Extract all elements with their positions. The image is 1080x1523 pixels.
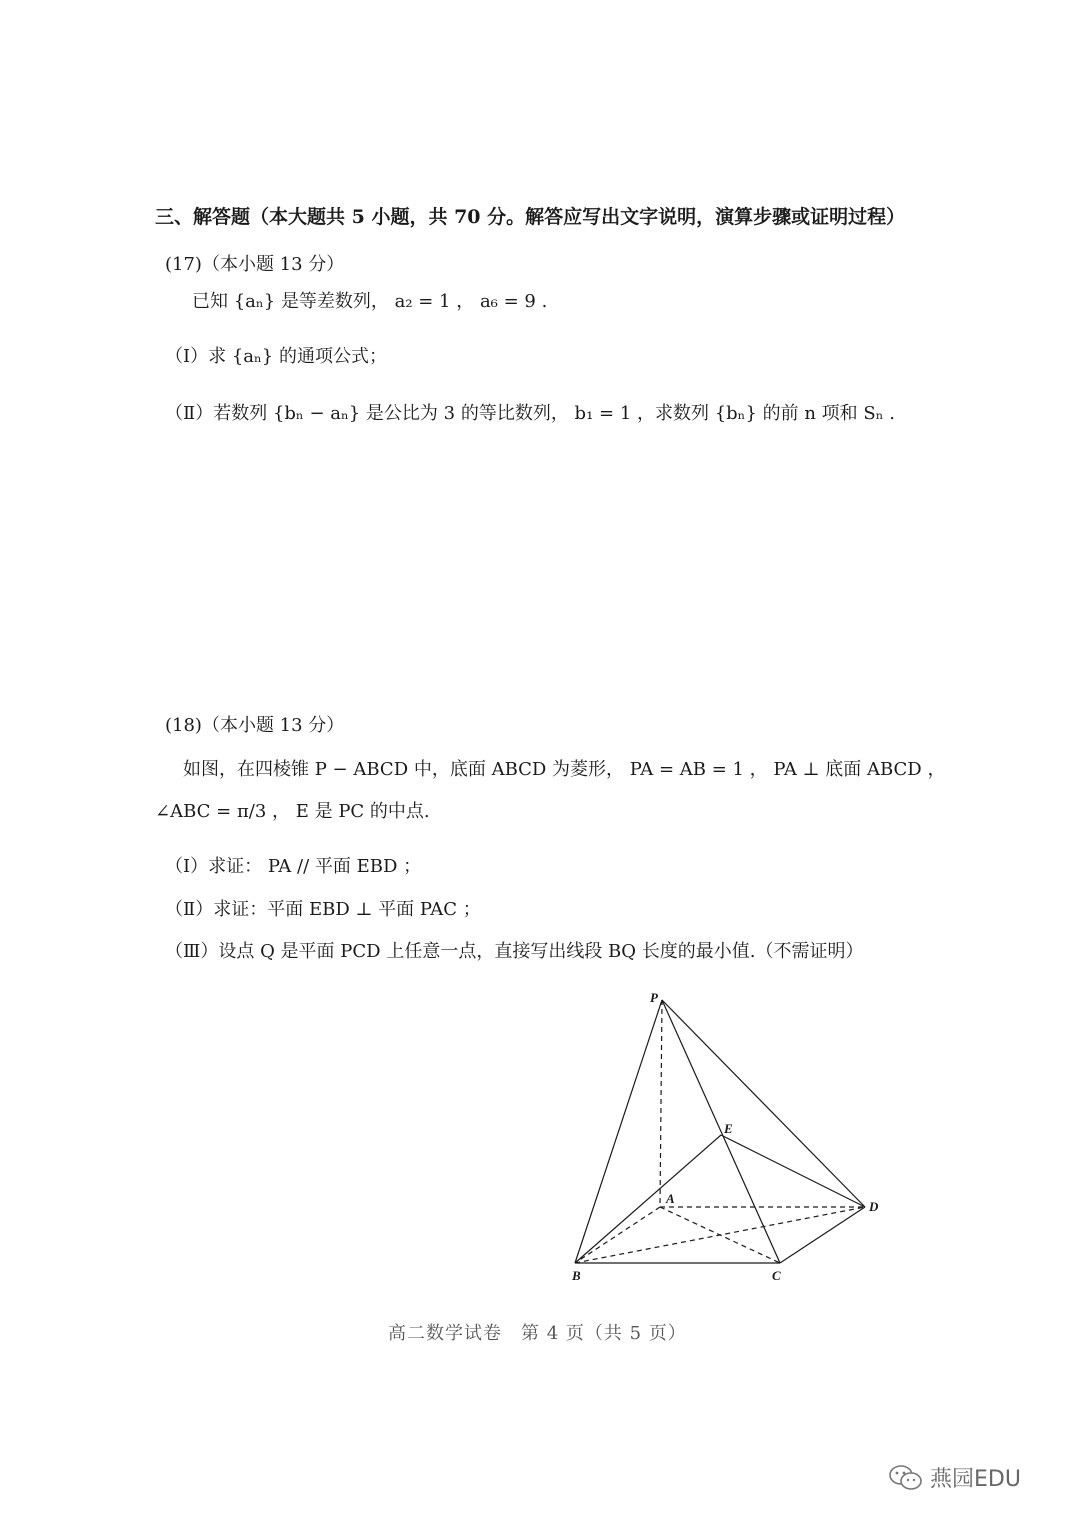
label-A: A — [666, 1191, 675, 1206]
q17-header: (17)（本小题 13 分） — [165, 254, 345, 275]
q17-stem: 已知 {aₙ} 是等差数列， a₂ = 1 ， a₆ = 9 . — [192, 291, 548, 312]
q18-part3: （Ⅲ）设点 Q 是平面 PCD 上任意一点，直接写出线段 BQ 长度的最小值.（不需证明） — [165, 941, 864, 962]
label-D: D — [869, 1199, 879, 1214]
q18-part1: （Ⅰ）求证： PA // 平面 EBD ； — [165, 856, 422, 877]
label-E: E — [724, 1121, 733, 1136]
label-P: P — [650, 990, 658, 1005]
q18-header: (18)（本小题 13 分） — [165, 715, 345, 736]
q18-stem-line2: ∠ABC = π/3 ， E 是 PC 的中点. — [155, 801, 430, 822]
label-B: B — [572, 1268, 581, 1283]
watermark-text: 燕园EDU — [930, 1467, 1021, 1492]
section-title: 三、解答题（本大题共 5 小题，共 70 分。解答应写出文字说明，演算步骤或证明过程） — [155, 206, 906, 228]
q17-part2: （Ⅱ）若数列 {bₙ − aₙ} 是公比为 3 的等比数列， b₁ = 1 ，求数列 {bₙ} 的前 n 项和 Sₙ . — [165, 403, 895, 424]
edge-PA — [660, 1000, 662, 1207]
edge-PB — [575, 1000, 662, 1263]
edge-PC — [662, 1000, 780, 1263]
q18-part2: （Ⅱ）求证：平面 EBD ⊥ 平面 PAC ； — [165, 899, 481, 920]
label-C: C — [772, 1268, 781, 1283]
pyramid-figure — [560, 985, 900, 1285]
edge-PD — [662, 1000, 865, 1207]
q18-stem-line1: 如图，在四棱锥 P − ABCD 中，底面 ABCD 为菱形， PA = AB = 1 ， PA ⊥ 底面 ABCD ， — [183, 759, 946, 780]
watermark — [888, 1462, 1021, 1493]
page-footer: 高二数学试卷 第 4 页（共 5 页） — [388, 1323, 687, 1344]
q17-part1: （Ⅰ）求 {aₙ} 的通项公式； — [165, 346, 387, 367]
edge-ED — [721, 1135, 865, 1207]
edge-EB — [575, 1135, 721, 1263]
edge-AB — [575, 1207, 660, 1263]
wechat-icon — [888, 1464, 924, 1492]
